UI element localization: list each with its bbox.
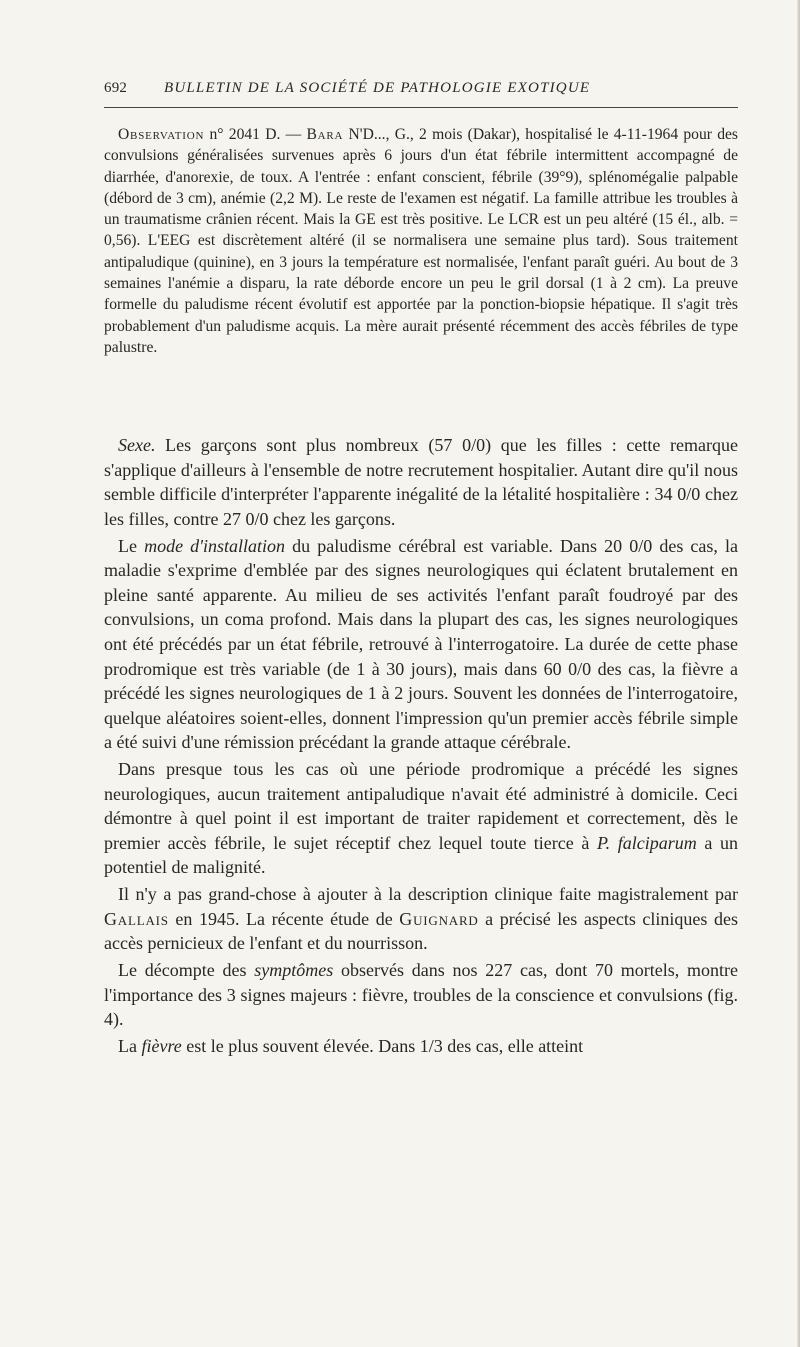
running-header <box>104 80 738 97</box>
paragraph-text: Dans presque tous les cas où une période prodromique a précédé les signes neurologiques, aucun traitement antipaludique n'avait été administré à domicile. Ceci démontre à quel point il est important de traiter rapidement et correctement, dès le premier accès fébrile, le sujet réceptif chez lequel toute tierce à <box>104 759 738 853</box>
term-installation: mode d'installation <box>144 535 286 556</box>
paragraph-text: observés dans nos 227 cas, dont 70 mortels, montre l'importance des 3 signes majeurs : fièvre, troubles de la conscience et convulsions (fig. 4). <box>104 960 738 1030</box>
paragraph-installation <box>104 534 738 755</box>
paragraph-tail: a un potentiel de malignité. <box>104 832 738 878</box>
body-text <box>104 433 738 1061</box>
observation-case <box>104 124 738 358</box>
paragraph-lead: La <box>118 1036 142 1057</box>
paragraph-sex <box>104 433 738 531</box>
observation-number: n° 2041 D. — <box>209 126 307 143</box>
author-guignard: Guignard <box>399 908 479 929</box>
paragraph-text: Les garçons sont plus nombreux (57 0/0) que les filles : cette remarque s'applique d'ailleurs à l'ensemble de notre recrutement hospitalier. Autant dire qu'il nous semble difficile d'interpréter l'apparente inégalité de la létalité hospitalière : 34 0/0 chez les filles, contre 27 0/0 chez les garçons. <box>104 435 738 529</box>
paragraph-clinical <box>104 882 738 956</box>
paragraph-symptoms <box>104 958 738 1032</box>
paragraph-lead: Le décompte des <box>118 960 255 981</box>
term-symptoms: symptômes <box>254 960 334 981</box>
paragraph-tail: a précisé les aspects cliniques des accès pernicieux de l'enfant et du nourrisson. <box>104 908 738 954</box>
term-sex: Sexe. <box>118 435 156 455</box>
paragraph-text: est le plus souvent élevée. Dans 1/3 des cas, elle atteint <box>181 1036 584 1057</box>
paragraph-mid: en 1945. La récente étude de <box>168 908 400 929</box>
paragraph-lead: Le <box>118 535 145 556</box>
header-rule <box>104 107 738 108</box>
journal-title: BULLETIN DE LA SOCIÉTÉ DE PATHOLOGIE EXOTIQUE <box>164 80 591 96</box>
page-number: 692 <box>104 80 128 96</box>
term-falciparum: P. falciparum <box>596 832 697 853</box>
term-fever: fièvre <box>141 1036 182 1057</box>
patient-name: Bara <box>306 126 344 143</box>
observation-label: Observation <box>118 126 205 143</box>
author-gallais: Gallais <box>104 908 169 929</box>
observation-text: N'D..., G., 2 mois (Dakar), hospitalisé le 4-11-1964 pour des convulsions généralisées survenues après 6 jours d'un état fébrile intermittent accompagné de diarrhée, d'anorexie, de toux. A l'entrée : enfant conscient, fébrile (39°9), splénomégalie palpable (débord de 3 cm), anémie (2,2 M). Le reste de l'examen est négatif. La famille attribue les troubles à un traumatisme crânien récent. Mais la GE est très positive. Le LCR est un peu altéré (15 él., alb. = 0,56). L'EEG est discrètement altéré (il se normalisera une semaine plus tard). Sous traitement antipaludique (quinine), en 3 jours la température est normalisée, l'enfant paraît guéri. Au bout de 3 semaines l'anémie a disparu, la rate déborde encore un peu le gril dorsal (1 à 2 cm). La preuve formelle du paludisme récent évolutif est apportée par la ponction-biopsie hépatique. Il s'agit très probablement d'un paludisme acquis. La mère aurait présenté récemment des accès fébriles de type palustre. <box>104 126 738 356</box>
paragraph-text: Il n'y a pas grand-chose à ajouter à la description clinique faite magistralement par <box>118 884 738 905</box>
paragraph-prodromal <box>104 757 738 880</box>
paragraph-text: du paludisme cérébral est variable. Dans 20 0/0 des cas, la maladie s'exprime d'emblée par des signes neurologiques qui éclatent brutalement en pleine santé apparente. Au milieu de ses activités l'enfant paraît foudroyé par des convulsions, un coma profond. Mais dans la plupart des cas, les signes neurologiques ont été précédés par un état fébrile, retrouvé à l'interrogatoire. La durée de cette phase prodromique est très variable (de 1 à 30 jours), mais dans 60 0/0 des cas, la fièvre a précédé les signes neurologiques de 1 à 2 jours. Souvent les données de l'interrogatoire, quelque aléatoires soient-elles, donnent l'impression qu'un premier accès fébrile simple a été suivi d'une rémission précédant la grande attaque cérébrale. <box>104 535 738 753</box>
paragraph-fever <box>104 1034 738 1059</box>
